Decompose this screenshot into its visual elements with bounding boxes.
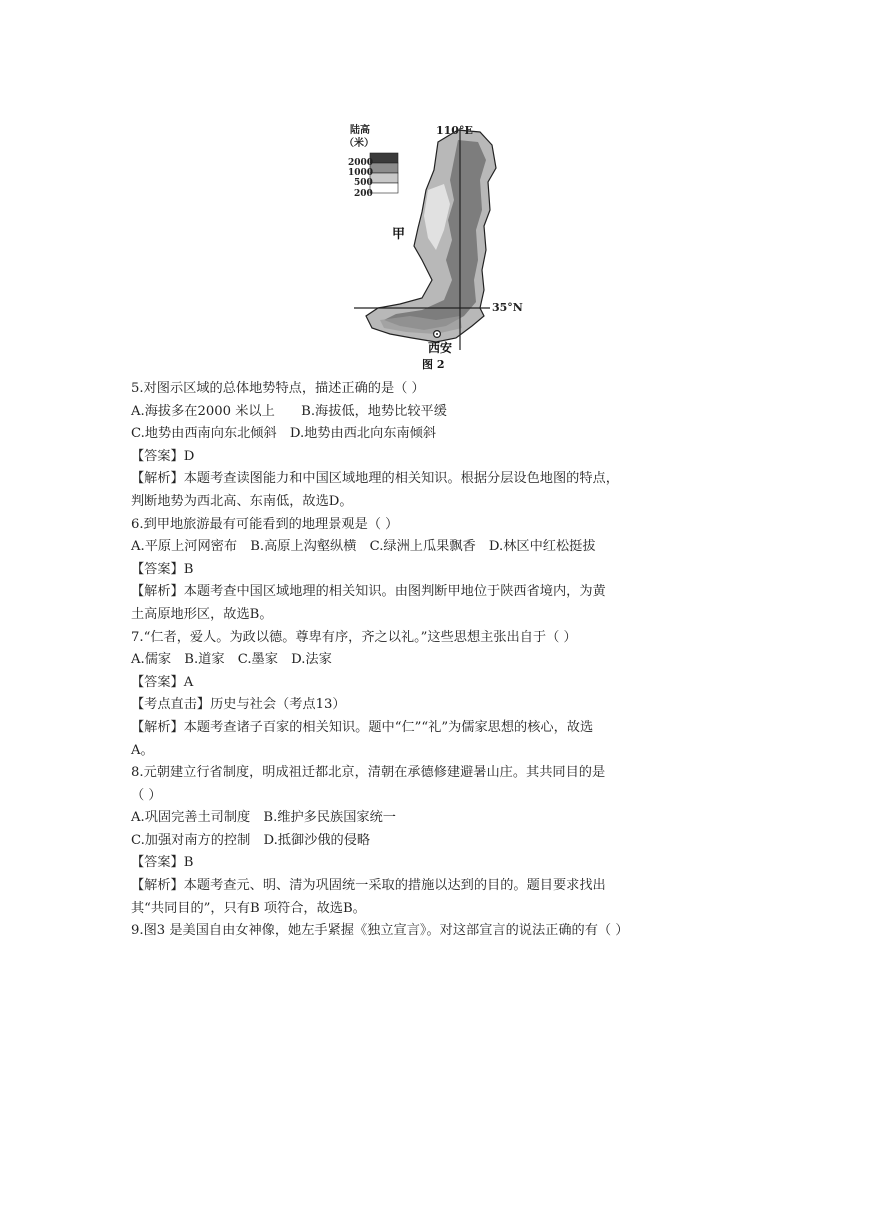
figure-caption: 图 2 <box>422 358 445 371</box>
city-marker-dot <box>436 333 438 335</box>
legend-swatch-1000 <box>370 163 398 173</box>
legend-level-500: 500 <box>354 178 373 188</box>
q7-analysis-line1: 【解析】本题考查诸子百家的相关知识。题中“仁”“礼”为儒家思想的核心，故选 <box>131 719 594 735</box>
legend-swatch-2000 <box>370 153 398 163</box>
legend-level-200: 200 <box>354 189 373 199</box>
q5-analysis-line1: 【解析】本题考查读图能力和中国区域地理的相关知识。根据分层设色地图的特点， <box>131 471 619 487</box>
q6-options: A.平原上河网密布 B.高原上沟壑纵横 C.绿洲上瓜果飘香 D.林区中红松挺拔 <box>131 539 596 555</box>
region-label: 甲 <box>392 227 406 242</box>
q5-options-ab: A.海拔多在2000 米以上 B.海拔低，地势比较平缓 <box>131 403 447 419</box>
q7-stem: 7.“仁者，爱人。为政以德。尊卑有序，齐之以礼。”这些思想主张出自于（ ） <box>131 629 577 645</box>
q6-answer: 【答案】B <box>131 561 194 577</box>
q7-options: A.儒家 B.道家 C.墨家 D.法家 <box>131 652 332 668</box>
q8-answer: 【答案】B <box>131 855 194 871</box>
legend-level-2000: 2000 <box>348 158 374 168</box>
q5-options-cd: C.地势由西南向东北倾斜 D.地势由西北向东南倾斜 <box>131 426 437 442</box>
q7-analysis-line2: A。 <box>131 742 154 758</box>
q8-analysis-line1: 【解析】本题考查元、明、清为巩固统一采取的措施以达到的目的。题目要求找出 <box>131 878 606 894</box>
meridian-label: 110°E <box>436 124 473 137</box>
q8-analysis-line2: 其“共同目的”，只有B 项符合，故选B。 <box>131 900 366 916</box>
city-label: 西安 <box>428 341 453 355</box>
question-text-block <box>131 378 831 943</box>
q8-options-ab: A.巩固完善土司制度 B.维护多民族国家统一 <box>131 810 396 826</box>
q5-stem: 5.对图示区域的总体地势特点，描述正确的是（ ） <box>131 381 425 396</box>
q8-options-cd: C.加强对南方的控制 D.抵御沙俄的侵略 <box>131 832 371 848</box>
q8-stem-line1: 8.元朝建立行省制度，明成祖迁都北京，清朝在承德修建避暑山庄。其共同目的是 <box>131 765 606 781</box>
q8-stem-line2: （ ） <box>131 787 162 803</box>
q5-analysis-line2: 判断地势为西北高、东南低，故选D。 <box>131 493 353 509</box>
legend-swatch-200 <box>370 183 398 193</box>
q6-analysis-line1: 【解析】本题考查中国区域地理的相关知识。由图判断甲地位于陕西省境内，为黄 <box>131 584 606 600</box>
q9-stem: 9.图3 是美国自由女神像，她左手紧握《独立宣言》。对这部宣言的说法正确的有（ ） <box>131 923 629 939</box>
q6-stem: 6.到甲地旅游最有可能看到的地理景观是（ ） <box>131 516 399 532</box>
legend-level-1000: 1000 <box>348 168 374 178</box>
q5-answer: 【答案】D <box>131 448 195 464</box>
legend-unit: （米） <box>344 138 374 149</box>
relief-map-figure <box>340 120 530 372</box>
parallel-label: 35°N <box>492 301 523 314</box>
legend-swatch-500 <box>370 173 398 183</box>
q7-answer: 【答案】A <box>131 674 194 690</box>
q6-analysis-line2: 土高原地形区，故选B。 <box>131 606 273 622</box>
q7-key-point: 【考点直击】历史与社会（考点13） <box>131 697 346 713</box>
legend-title: 陆高 <box>350 125 370 136</box>
